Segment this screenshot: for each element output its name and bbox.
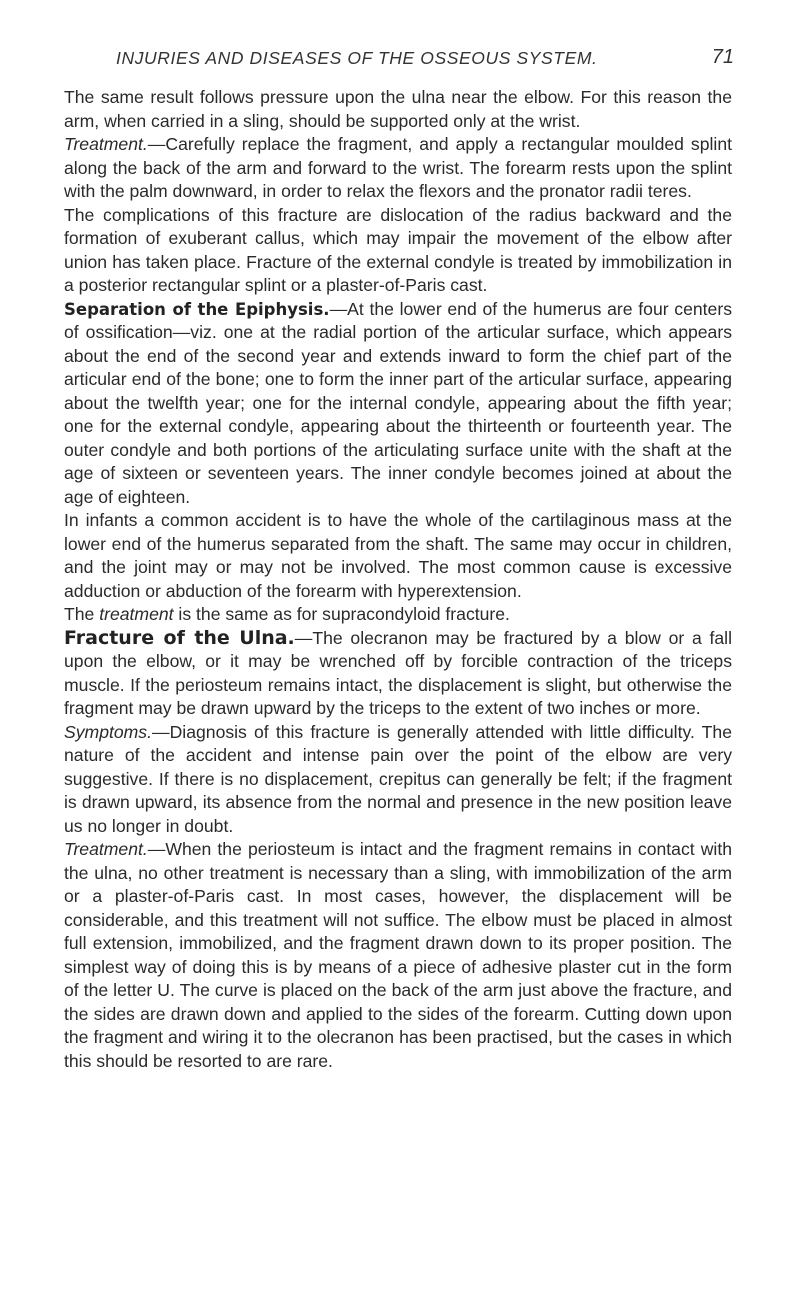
paragraph-text: —Diagnosis of this fracture is generally attended with little difficulty. The nature of the accident and intense pain over the point of the elbow are very suggestive. If there is no displacement, crepitus can generally be felt; if the fragment is drawn upward, its absence from the normal and presence in the new position leave us no longer in doubt. [64, 721, 732, 836]
paragraph [64, 509, 732, 603]
section-subheading: Treatment. [64, 134, 148, 154]
paragraph [64, 204, 732, 298]
section-subheading: Symptoms. [64, 721, 152, 742]
running-title: INJURIES AND DISEASES OF THE OSSEOUS SYSTEM. [116, 48, 598, 68]
paragraph-text: is the same as for supracondyloid fracture. [173, 604, 510, 624]
emphasis: treatment [99, 604, 174, 624]
paragraph-text: —At the lower end of the humerus are four centers of ossification—viz. one at the radial portion of the articular surface, which appears about the end of the second year and extends inward to form the chief part of the articular end of the bone; one to form the inner part of the articular surface, appearing about the twelfth year; one for the internal condyle, appearing about the fifth year; one for the external condyle, appearing about the thirteenth or fourteenth year. The outer condyle and both portions of the articulating surface unite with the shaft at the age of sixteen or seventeen years. The inner condyle becomes joined at about the age of eighteen. [64, 298, 732, 507]
paragraph-text: The complications of this fracture are dislocation of the radius backward and the formation of exuberant callus, which may impair the movement of the elbow after union has taken place. Fracture of the external condyle is treated by immobilization in a posterior rectangular splint or a plaster-of-Paris cast. [64, 204, 732, 295]
paragraph-text: —When the periosteum is intact and the fragment remains in contact with the ulna, no other treatment is necessary than a sling, with immobilization of the arm or a plaster-of-Paris cast. In most cases, however, the displacement will be considerable, and this treatment will not suffice. The elbow must be placed in almost full extension, immobilized, and the fragment drawn down to its proper position. The simplest way of doing this is by means of a piece of adhesive plaster cut in the form of the letter U. The curve is placed on the back of the arm just above the fracture, and the sides are drawn down and applied to the sides of the forearm. Cutting down upon the fragment and wiring it to the olecranon has been practised, but the cases in which this should be resorted to are rare. [64, 839, 732, 1071]
body-text [64, 86, 732, 1073]
paragraph [64, 838, 732, 1073]
paragraph [64, 603, 732, 627]
paragraph [64, 721, 732, 839]
section-subheading: Treatment. [64, 839, 148, 859]
paragraph-text: The same result follows pressure upon the ulna near the elbow. For this reason the arm, when carried in a sling, should be supported only at the wrist. [64, 87, 732, 131]
paragraph-text: —The olecranon may be fractured by a blow or a fall upon the elbow, or it may be wrenched off by forcible contraction of the triceps muscle. If the periosteum remains intact, the displacement is slight, but otherwise the fragment may be drawn upward by the triceps to the extent of two inches or more. [64, 627, 732, 718]
running-head [64, 48, 734, 78]
paragraph [64, 86, 732, 133]
section-heading: Fracture of the Ulna. [64, 626, 295, 649]
page-number: 71 [711, 46, 734, 68]
paragraph [64, 133, 732, 204]
paragraph [64, 298, 732, 510]
paragraph-text: —Carefully replace the fragment, and apply a rectangular moulded splint along the back of the arm and forward to the wrist. The forearm rests upon the splint with the palm downward, in order to relax the flexors and the pronator radii teres. [64, 134, 732, 201]
section-heading: Separation of the Epiphysis. [64, 299, 330, 319]
paragraph-text: In infants a common accident is to have the whole of the cartilaginous mass at the lower end of the humerus separated from the shaft. The same may occur in children, and the joint may or may not be involved. The most common cause is excessive adduction or abduction of the forearm with hyperextension. [64, 510, 732, 601]
paragraph [64, 627, 732, 721]
paragraph-text: The [64, 604, 100, 624]
